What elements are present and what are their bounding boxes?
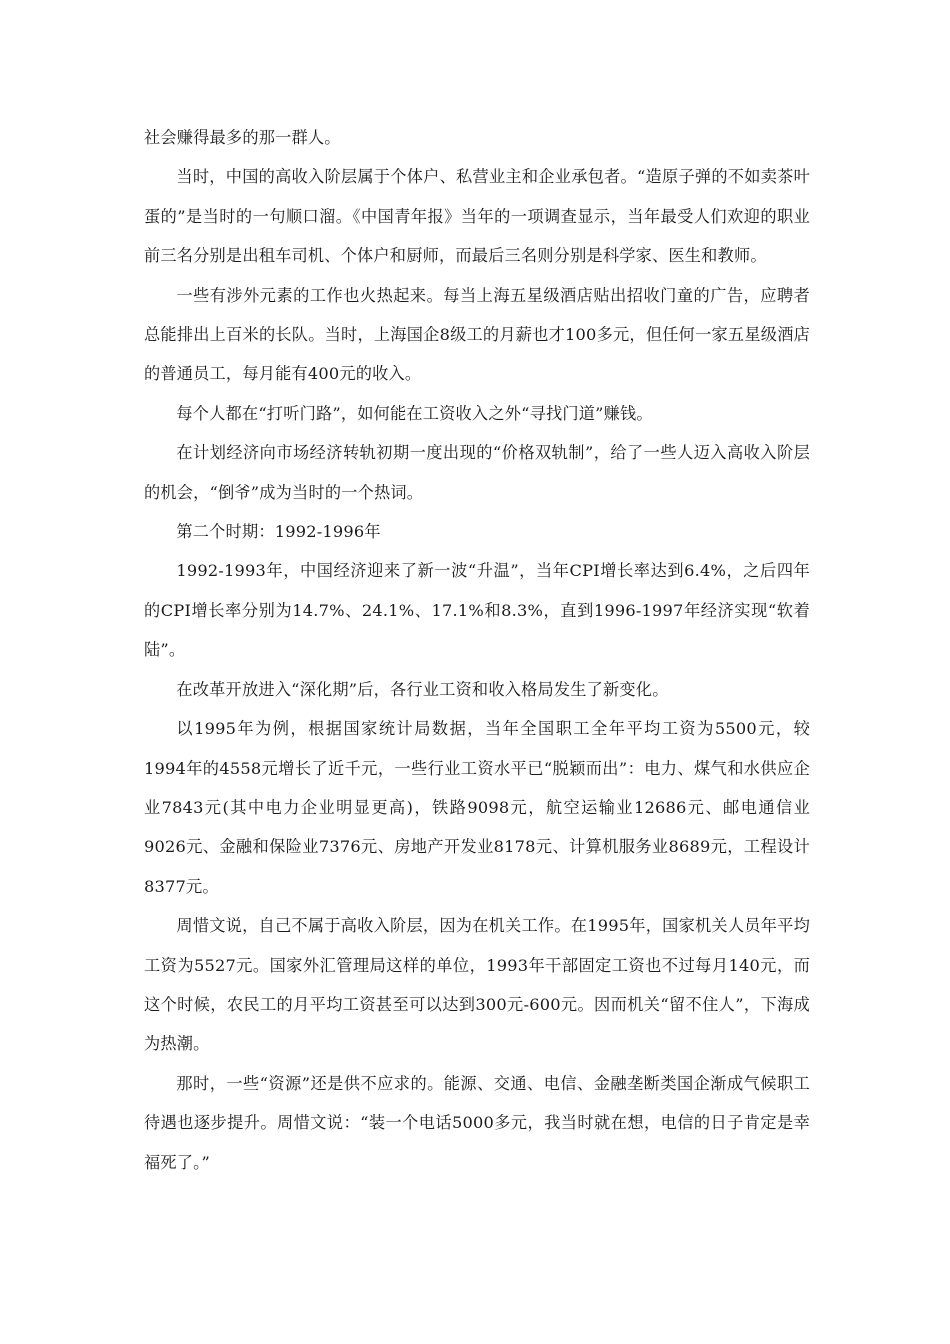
paragraph-dual-track-pricing: 在计划经济向市场经济转轨初期一度出现的“价格双轨制”，给了一些人迈入高收入阶层的机会，“倒爷”成为当时的一个热词。 (144, 443, 810, 502)
paragraph-cpi-growth: 1992-1993年，中国经济迎来了新一波“升温”，当年CPI增长率达到6.4%，之后四年的CPI增长率分别为14.7%、24.1%、17.1%和8.3%，直到1996-1997年经济实现“软着陆”。 (144, 561, 810, 660)
article-body (144, 118, 810, 1182)
paragraph-seeking-ways: 每个人都在“打听门路”，如何能在工资收入之外“寻找门道”赚钱。 (176, 403, 653, 423)
paragraph-high-income-groups: 当时，中国的高收入阶层属于个体户、私营业主和企业承包者。“造原子弹的不如卖茶叶蛋的”是当时的一句顺口溜。《中国青年报》当年的一项调查显示，当年最受人们欢迎的职业前三名分别是出租车司机、个体户和厨师，而最后三名则分别是科学家、医生和教师。 (144, 167, 810, 266)
paragraph-reform-deepening: 在改革开放进入“深化期”后，各行业工资和收入格局发生了新变化。 (176, 679, 669, 699)
paragraph-foreign-jobs: 一些有涉外元素的工作也火热起来。每当上海五星级酒店贴出招收门童的广告，应聘者总能排出上百米的长队。当时，上海国企8级工的月薪也才100多元，但任何一家五星级酒店的普通员工，每月能有400元的收入。 (144, 285, 810, 384)
paragraph-resources-monopoly: 那时，一些“资源”还是供不应求的。能源、交通、电信、金融垄断类国企渐成气候职工待遇也逐步提升。周惜文说：“装一个电话5000多元，我当时就在想，电信的日子肯定是幸福死了。” (144, 1073, 810, 1172)
paragraph-government-staff: 周惜文说，自己不属于高收入阶层，因为在机关工作。在1995年，国家机关人员年平均工资为5527元。国家外汇管理局这样的单位，1993年干部固定工资也不过每月140元，而这个时候，农民工的月平均工资甚至可以达到300元-600元。因而机关“留不住人”，下海成为热潮。 (144, 916, 810, 1054)
section-heading-second-period: 第二个时期：1992-1996年 (176, 522, 381, 542)
paragraph-1995-wages: 以1995年为例，根据国家统计局数据，当年全国职工全年平均工资为5500元，较1994年的4558元增长了近千元，一些行业工资水平已“脱颖而出”：电力、煤气和水供应企业7843元(其中电力企业明显更高)，铁路9098元，航空运输业12686元、邮电通信业9026元、金融和保险业7376元、房地产开发业8178元、计算机服务业8689元，工程设计8377元。 (144, 719, 810, 896)
paragraph-continued: 社会赚得最多的那一群人。 (144, 128, 341, 147)
